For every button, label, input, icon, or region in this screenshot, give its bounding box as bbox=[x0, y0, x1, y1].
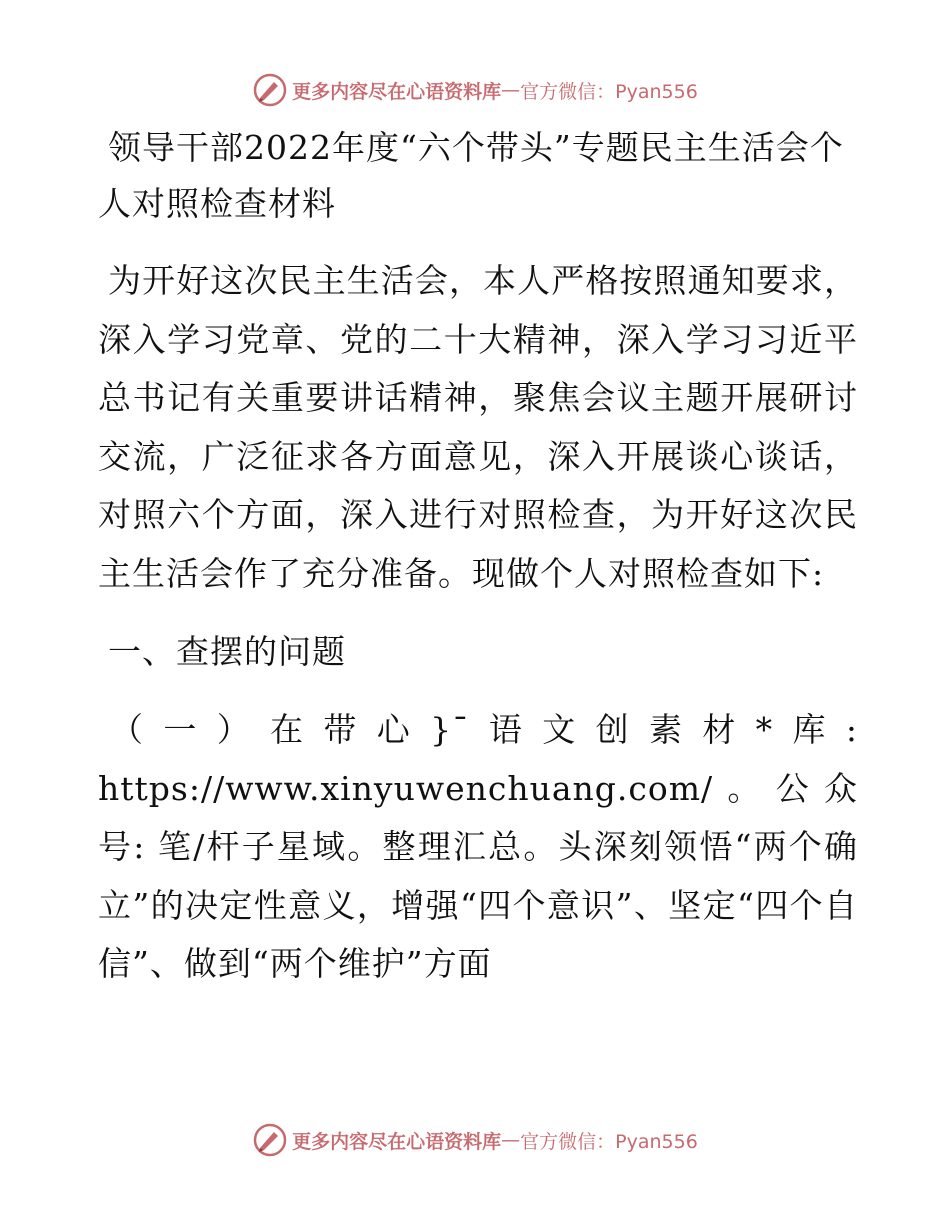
section-heading: 一、查摆的问题 bbox=[108, 632, 346, 671]
document-title: 领导干部2022年度“六个带头”专题民主生活会个人对照检查材料 bbox=[98, 128, 844, 223]
watermark-wechat-text: 官方微信：Pyan556 bbox=[520, 80, 698, 103]
watermark-footer bbox=[0, 1120, 950, 1160]
subsection-paragraph: （一）在带心}¯语文创素材*库: https://www.xinyuwenchuang.com/。公众号: 笔/杆子星域。整理汇总。头深刻领悟“两个确立”的决定性意义，增强“四个意识”、坚定“四个自信”、做到“两个维护”方面 bbox=[98, 710, 858, 983]
pen-logo-icon bbox=[252, 72, 288, 108]
watermark-header bbox=[0, 70, 950, 110]
pen-logo-icon bbox=[252, 1122, 288, 1158]
watermark-main-text: 更多内容尽在心语资料库 bbox=[292, 1130, 502, 1153]
watermark-separator: — bbox=[501, 1129, 521, 1151]
intro-paragraph: 为开好这次民主生活会，本人严格按照通知要求，深入学习党章、党的二十大精神，深入学习习近平总书记有关重要讲话精神，聚焦会议主题开展研讨交流，广泛征求各方面意见，深入开展谈心谈话，对照六个方面，深入进行对照检查，为开好这次民主生活会作了充分准备。现做个人对照检查如下: bbox=[98, 261, 858, 593]
watermark-separator: — bbox=[501, 79, 521, 101]
watermark-main-text: 更多内容尽在心语资料库 bbox=[292, 80, 502, 103]
document-body bbox=[98, 120, 858, 994]
watermark-wechat-text: 官方微信：Pyan556 bbox=[520, 1130, 698, 1153]
